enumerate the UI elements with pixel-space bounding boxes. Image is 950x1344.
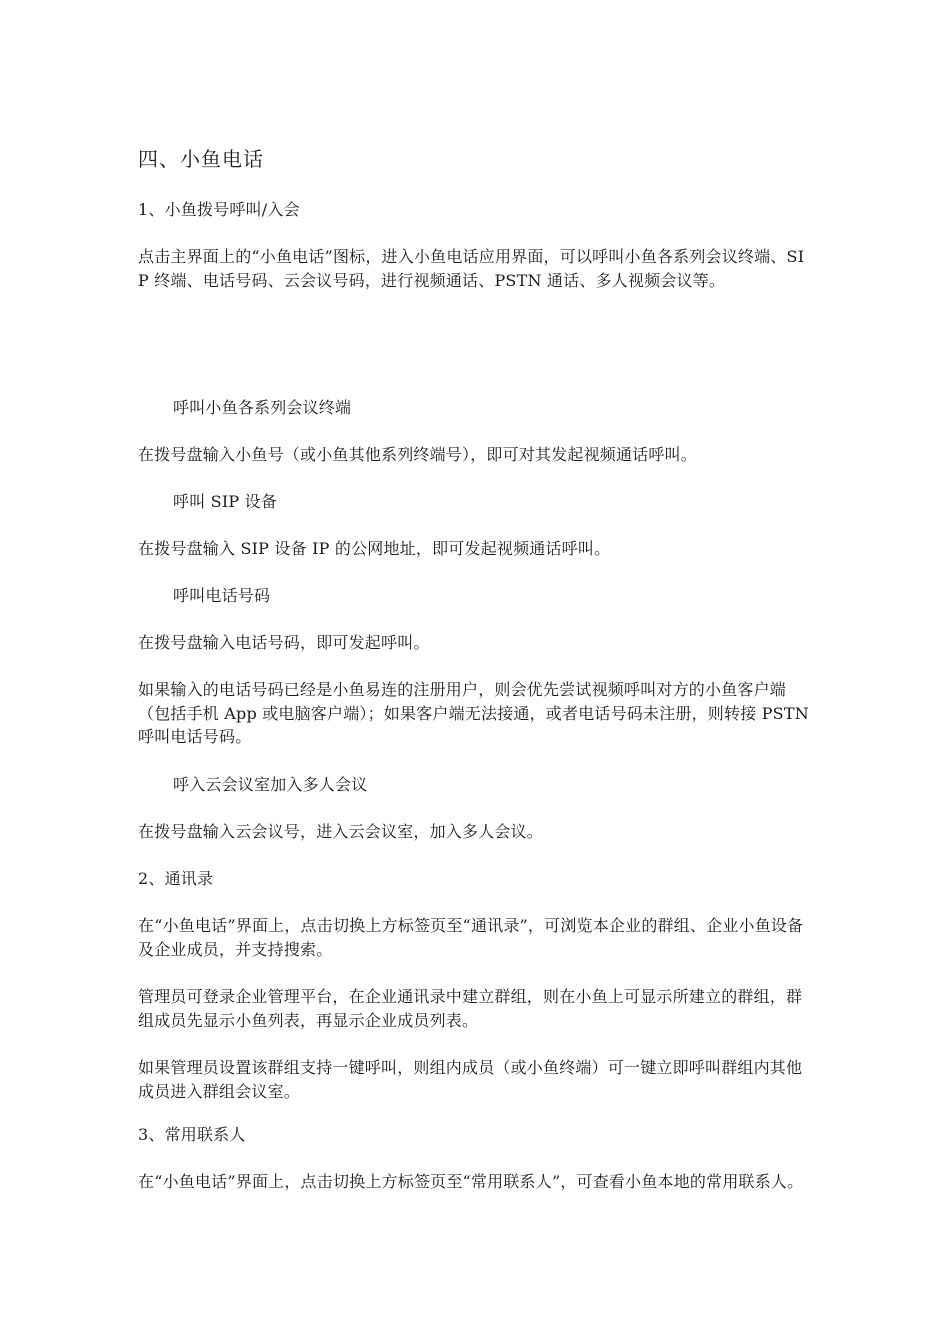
section-3-p1: 在“小鱼电话”界面上，点击切换上方标签页至“常用联系人”，可查看小鱼本地的常用联系人。 — [138, 1172, 804, 1191]
item-phone-desc: 在拨号盘输入电话号码，即可发起呼叫。 — [138, 633, 430, 652]
item-sip-desc: 在拨号盘输入 SIP 设备 IP 的公网地址，即可发起视频通话呼叫。 — [138, 539, 611, 558]
section-2-title: 2、通讯录 — [138, 869, 214, 888]
section-1-title: 1、小鱼拨号呼叫/入会 — [138, 200, 300, 219]
item-phone-label: 呼叫电话号码 — [173, 586, 271, 605]
item-terminal-label: 呼叫小鱼各系列会议终端 — [173, 398, 352, 417]
item-sip-label: 呼叫 SIP 设备 — [173, 492, 278, 511]
item-cloud-desc: 在拨号盘输入云会议号，进入云会议室，加入多人会议。 — [138, 822, 544, 841]
section-2-p3: 如果管理员设置该群组支持一键呼叫，则组内成员（或小鱼终端）可一键立即呼叫群组内其他成员进入群组会议室。 — [138, 1058, 803, 1101]
item-phone-extra: 如果输入的电话号码已经是小鱼易连的注册用户，则会优先尝试视频呼叫对方的小鱼客户端（包括手机 App 或电脑客户端）；如果客户端无法接通，或者电话号码未注册，则转接 PSTN 呼叫电话号码。 — [138, 680, 809, 746]
page-title: 四、小鱼电话 — [138, 147, 264, 171]
item-terminal-desc: 在拨号盘输入小鱼号（或小鱼其他系列终端号），即可对其发起视频通话呼叫。 — [138, 445, 698, 464]
item-cloud-label: 呼入云会议室加入多人会议 — [173, 775, 368, 794]
section-2-p2: 管理员可登录企业管理平台，在企业通讯录中建立群组，则在小鱼上可显示所建立的群组，群组成员先显示小鱼列表，再显示企业成员列表。 — [138, 987, 803, 1030]
section-1-intro: 点击主界面上的“小鱼电话”图标，进入小鱼电话应用界面，可以呼叫小鱼各系列会议终端、SIP 终端、电话号码、云会议号码，进行视频通话、PSTN 通话、多人视频会议等。 — [138, 247, 805, 290]
section-3-title: 3、常用联系人 — [138, 1125, 246, 1144]
section-2-p1: 在“小鱼电话”界面上，点击切换上方标签页至“通讯录”，可浏览本企业的群组、企业小鱼设备及企业成员，并支持搜索。 — [138, 916, 804, 959]
